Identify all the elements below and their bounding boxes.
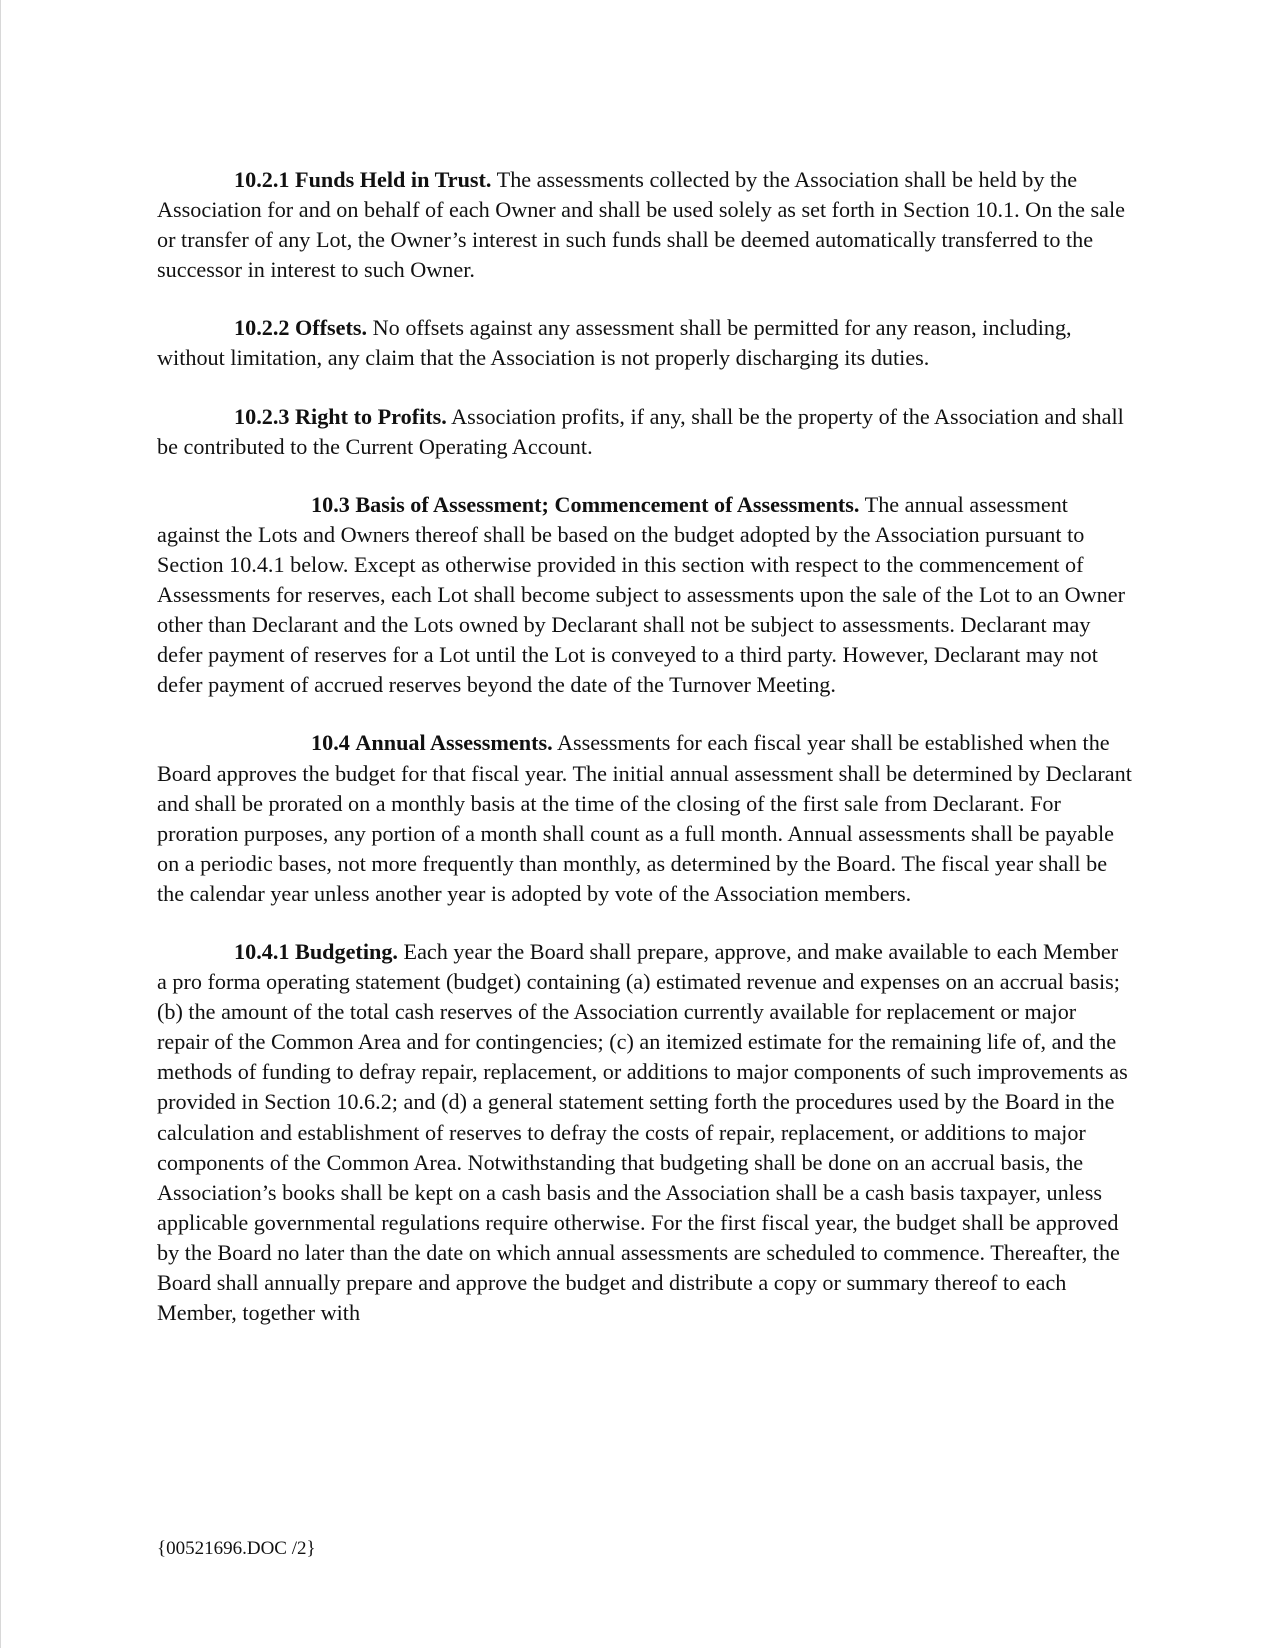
section-heading: Right to Profits.	[295, 403, 447, 429]
section-body: Each year the Board shall prepare, approve, and make available to each Member a pro forma operating statement (budget) containing (a) estimated revenue and expenses on an accrual basis; (b) the amount of the total cash reserves of the Association currently available for replacement or major repair of the Common Area and for contingencies; (c) an itemized estimate for the remaining life of, and the methods of funding to defray repair, replacement, or additions to major components of such improvements as provided in Section 10.6.2; and (d) a general statement setting forth the procedures used by the Board in the calculation and establishment of reserves to defray the costs of repair, replacement, or additions to major components of the Common Area. Notwithstanding that budgeting shall be done on an accrual basis, the Association’s books shall be kept on a cash basis and the Association shall be a cash basis taxpayer, unless applicable governmental regulations require otherwise. For the first fiscal year, the budget shall be approved by the Board no later than the date on which annual assessments are scheduled to commence. Thereafter, the Board shall annually prepare and approve the budget and distribute a copy or summary thereof to each Member, together with	[157, 938, 1128, 1326]
section-heading: Offsets.	[295, 315, 368, 341]
section-body: Association profits, if any, shall be the property of the Association and shall be contributed to the Current Operating Account.	[157, 403, 1124, 459]
section-number: 10.3	[311, 491, 350, 517]
section-10-2-3	[157, 402, 1132, 462]
section-body: Assessments for each fiscal year shall be established when the Board approves the budget for that fiscal year. The initial annual assessment shall be determined by Declarant and shall be prorated on a monthly basis at the time of the closing of the first sale from Declarant. For proration purposes, any portion of a month shall count as a full month. Annual assessments shall be payable on a periodic bases, not more frequently than monthly, as determined by the Board. The fiscal year shall be the calendar year unless another year is adopted by vote of the Association members.	[157, 730, 1132, 906]
section-body: The annual assessment against the Lots and Owners thereof shall be based on the budget adopted by the Association pursuant to Section 10.4.1 below. Except as otherwise provided in this section with respect to the commencement of Assessments for reserves, each Lot shall become subject to assessments upon the sale of the Lot to an Owner other than Declarant and the Lots owned by Declarant shall not be subject to assessments. Declarant may defer payment of reserves for a Lot until the Lot is conveyed to a third party. However, Declarant may not defer payment of accrued reserves beyond the date of the Turnover Meeting.	[157, 491, 1125, 698]
section-body: No offsets against any assessment shall be permitted for any reason, including, without limitation, any claim that the Association is not properly discharging its duties.	[157, 315, 1072, 371]
section-10-4-1	[157, 937, 1132, 1328]
document-footer-id: {00521696.DOC /2}	[157, 1538, 316, 1559]
section-number: 10.2.2	[234, 315, 290, 341]
section-10-4	[157, 728, 1132, 909]
section-heading: Budgeting.	[295, 938, 398, 964]
section-heading: Annual Assessments.	[355, 730, 553, 756]
section-10-2-1	[157, 165, 1132, 285]
section-10-3	[157, 490, 1132, 701]
section-body: The assessments collected by the Association shall be held by the Association for and on behalf of each Owner and shall be used solely as set forth in Section 10.1. On the sale or transfer of any Lot, the Owner’s interest in such funds shall be deemed automatically transferred to the successor in interest to such Owner.	[157, 167, 1125, 283]
section-heading: Basis of Assessment; Commencement of Assessments.	[355, 491, 860, 517]
section-heading: Funds Held in Trust.	[295, 167, 492, 192]
section-10-2-2	[157, 313, 1132, 373]
section-number: 10.4	[311, 730, 350, 756]
document-body	[157, 165, 1132, 1356]
section-number: 10.2.1	[234, 167, 290, 192]
section-number: 10.2.3	[234, 403, 290, 429]
section-number: 10.4.1	[234, 938, 290, 964]
